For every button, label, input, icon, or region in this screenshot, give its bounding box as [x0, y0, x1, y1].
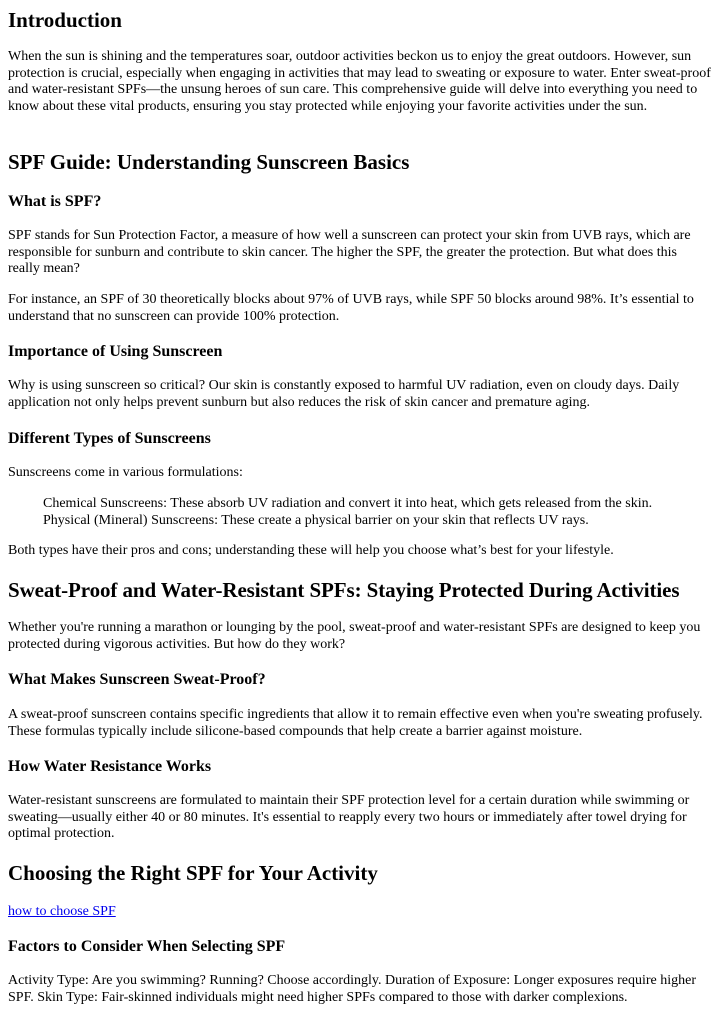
intro-heading: Introduction: [8, 8, 122, 32]
factors-heading: Factors to Consider When Selecting SPF: [8, 938, 286, 955]
sweat-proof-intro: Whether you're running a marathon or lounging by the pool, sweat-proof and water-resistant SPFs are designed to keep you protected during vigorous activities. But how do they work?: [8, 620, 701, 652]
water-resistance-paragraph: Water-resistant sunscreens are formulated to maintain their SPF protection level for a certain duration while swimming or sweating—usually either 40 or 80 minutes. It's essential to reapply every two hours or immediately after towel drying for optimal protection.: [8, 793, 690, 841]
how-to-choose-spf-link[interactable]: how to choose SPF: [8, 904, 116, 919]
sweat-proof-heading: Sweat-Proof and Water-Resistant SPFs: Staying Protected During Activities: [8, 578, 680, 602]
what-is-spf-paragraph-2: For instance, an SPF of 30 theoretically blocks about 97% of UVB rays, while SPF 50 blocks around 98%. It’s essential to understand that no sunscreen can provide 100% protection.: [8, 292, 694, 324]
list-item: Physical (Mineral) Sunscreens: These create a physical barrier on your skin that reflects UV rays.: [43, 512, 589, 528]
importance-paragraph: Why is using sunscreen so critical? Our skin is constantly exposed to harmful UV radiation, even on cloudy days. Daily application not only helps prevent sunburn but also reduces the risk of skin cancer and premature aging.: [8, 378, 680, 410]
what-makes-heading: What Makes Sunscreen Sweat-Proof?: [8, 671, 266, 688]
list-item: Chemical Sunscreens: These absorb UV radiation and convert it into heat, which gets released from the skin.: [43, 496, 653, 511]
types-outro: Both types have their pros and cons; understanding these will help you choose what’s best for your lifestyle.: [8, 543, 614, 558]
importance-heading: Importance of Using Sunscreen: [8, 343, 223, 360]
spf-guide-heading: SPF Guide: Understanding Sunscreen Basics: [8, 150, 410, 174]
types-intro: Sunscreens come in various formulations:: [8, 465, 243, 480]
what-is-spf-paragraph-1: SPF stands for Sun Protection Factor, a measure of how well a sunscreen can protect your skin from UVB rays, which are responsible for sunburn and contribute to skin cancer. The higher the SPF, the greater the protection. But what does this really mean?: [8, 228, 691, 276]
what-makes-paragraph: A sweat-proof sunscreen contains specific ingredients that allow it to remain effective even when you're sweating profusely. These formulas typically include silicone-based compounds that help create a barrier against moisture.: [8, 707, 703, 739]
what-is-spf-heading: What is SPF?: [8, 193, 102, 210]
types-heading: Different Types of Sunscreens: [8, 430, 211, 447]
factors-paragraph: Activity Type: Are you swimming? Running? Choose accordingly. Duration of Exposure: Longer exposures require higher SPF. Skin Type: Fair-skinned individuals might need higher SPFs compared to those with darker complexions.: [8, 973, 696, 1005]
sunscreen-types-list: [8, 496, 712, 529]
water-resistance-heading: How Water Resistance Works: [8, 758, 212, 775]
choosing-heading: Choosing the Right SPF for Your Activity: [8, 861, 378, 885]
intro-paragraph: When the sun is shining and the temperatures soar, outdoor activities beckon us to enjoy the great outdoors. However, sun protection is crucial, especially when engaging in activities that may lead to sweating or exposure to water. Enter sweat-proof and water-resistant SPFs—the unsung heroes of sun care. This comprehensive guide will delve into everything you need to know about these vital products, ensuring you stay protected while enjoying your favorite activities under the sun.: [8, 49, 711, 114]
